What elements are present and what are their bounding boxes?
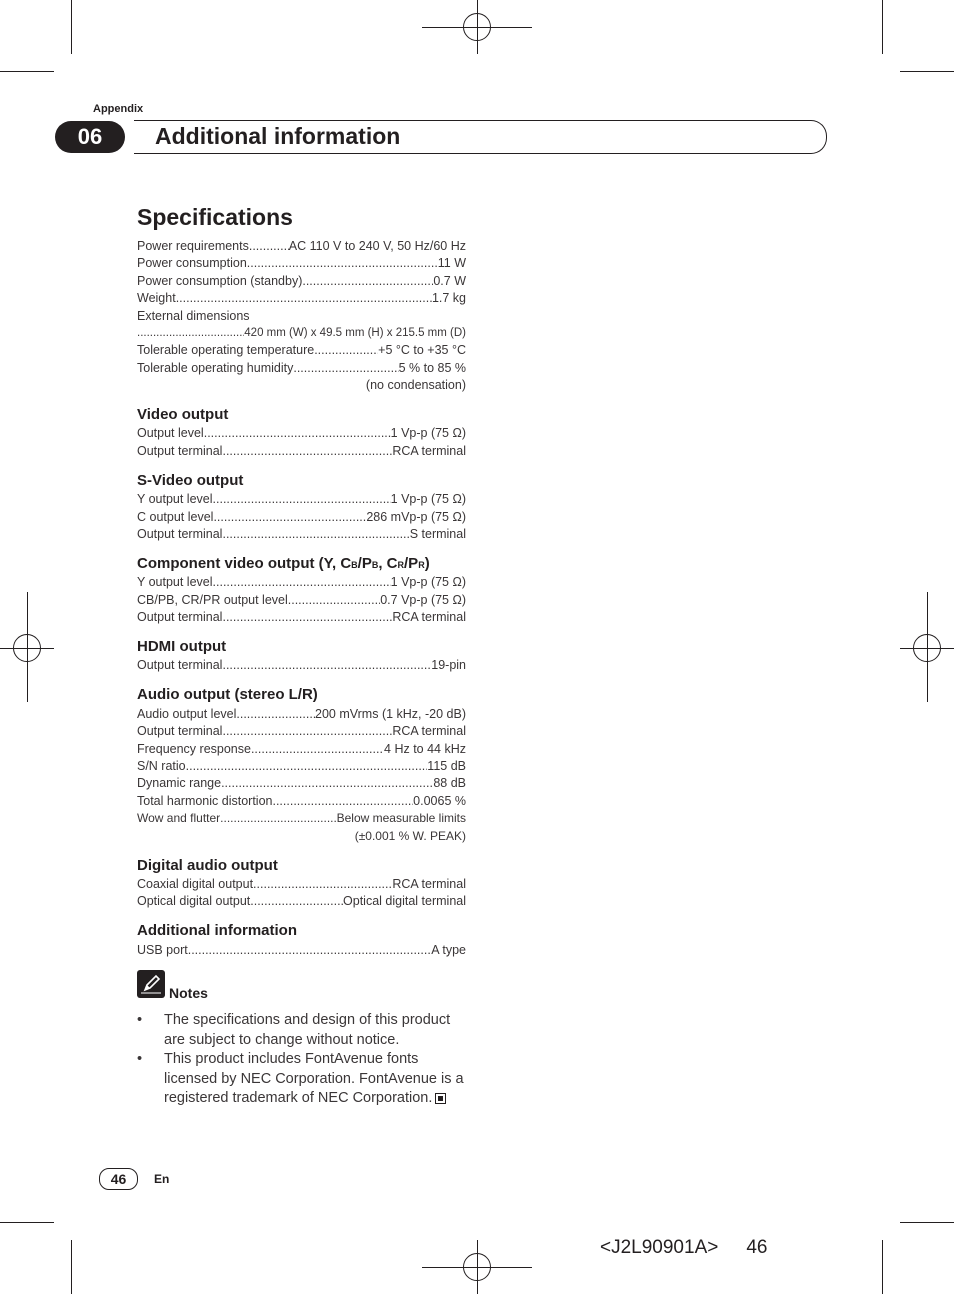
spec-label: Tolerable operating humidity	[137, 361, 294, 375]
spec-value: Optical digital terminal	[343, 894, 466, 908]
spec-value: 11 W	[437, 256, 466, 270]
bullet-icon: •	[137, 1051, 143, 1067]
spec-value: AC 110 V to 240 V, 50 Hz/60 Hz	[288, 239, 466, 253]
spec-label: Output terminal	[137, 610, 223, 624]
spec-value: 1 Vp-p (75 Ω)	[390, 492, 466, 506]
spec-value: 19-pin	[431, 658, 466, 672]
spec-label: Tolerable operating temperature	[137, 343, 315, 357]
spec-row	[137, 326, 466, 341]
notes-label: Notes	[169, 985, 208, 1001]
spec-value: 0.7 W	[433, 274, 466, 288]
spec-row	[137, 426, 466, 441]
spec-label: Total harmonic distortion	[137, 794, 273, 808]
spec-value: RCA terminal	[392, 724, 466, 738]
page-number-badge: 46	[99, 1168, 138, 1190]
spec-value: 1 Vp-p (75 Ω)	[390, 575, 466, 589]
spec-row	[137, 593, 466, 608]
spec-value: 115 dB	[427, 759, 466, 773]
spec-value: 286 mVp-p (75 Ω)	[366, 510, 466, 524]
spec-label: Output terminal	[137, 444, 223, 458]
spec-row	[137, 811, 466, 826]
spec-row	[137, 361, 466, 376]
spec-label: Output terminal	[137, 527, 223, 541]
crop-mark	[71, 0, 72, 54]
spec-label: Audio output level	[137, 707, 237, 721]
section-heading: HDMI output	[137, 638, 227, 655]
spec-row	[137, 291, 466, 306]
spec-row	[137, 658, 466, 673]
spec-value: 420 mm (W) x 49.5 mm (H) x 215.5 mm (D)	[244, 327, 466, 339]
spec-value: 1.7 kg	[431, 291, 466, 305]
spec-value: 0.0065 %	[413, 794, 466, 808]
spec-label: Power consumption (standby)	[137, 274, 303, 288]
spec-row	[137, 776, 466, 791]
spec-row	[137, 274, 466, 289]
spec-row	[137, 510, 466, 525]
spec-value: 4 Hz to 44 kHz	[384, 742, 466, 756]
spec-value: (no condensation)	[365, 378, 466, 392]
document-code: <J2L90901A> 46	[600, 1237, 768, 1258]
spec-value: (±0.001 % W. PEAK)	[354, 829, 466, 843]
spec-label: Optical digital output	[137, 894, 251, 908]
spec-row	[137, 239, 466, 254]
section-heading: Digital audio output	[137, 857, 278, 874]
crop-mark	[477, 0, 478, 54]
spec-row	[137, 707, 466, 722]
appendix-label: Appendix	[93, 103, 144, 115]
spec-value: 1 Vp-p (75 Ω)	[390, 426, 466, 440]
spec-label: Power consumption	[137, 256, 247, 270]
crop-mark	[27, 592, 28, 702]
section-heading: Component video output (Y, CB/PB, CR/PR)	[137, 555, 430, 572]
crop-mark	[900, 1222, 954, 1223]
note-item: The specifications and design of this product are subject to change without notice.	[164, 1012, 451, 1048]
note-item: This product includes FontAvenue fonts licensed by NEC Corporation. FontAvenue is a registered trademark of NEC Corporation.	[164, 1051, 464, 1106]
spec-label: Y output level	[137, 492, 213, 506]
spec-label: C output level	[137, 510, 214, 524]
spec-label: S/N ratio	[137, 759, 186, 773]
spec-row	[137, 724, 466, 739]
spec-value: +5 °C to +35 °C	[378, 343, 466, 357]
spec-row	[137, 943, 466, 958]
page-title: Specifications	[137, 204, 293, 230]
spec-value: Below measurable limits	[336, 811, 466, 825]
spec-label: Dynamic range	[137, 776, 222, 790]
spec-label: Weight	[137, 291, 176, 305]
spec-label: Power requirements	[137, 239, 249, 253]
crop-mark	[0, 1222, 54, 1223]
crop-mark	[422, 1267, 532, 1268]
chapter-number-badge: 06	[55, 121, 125, 153]
spec-value: 0.7 Vp-p (75 Ω)	[380, 593, 466, 607]
crop-mark	[71, 1240, 72, 1294]
spec-row	[137, 829, 466, 844]
spec-row	[137, 759, 466, 774]
crop-mark	[882, 0, 883, 54]
spec-value: RCA terminal	[392, 877, 466, 891]
spec-row	[137, 309, 466, 324]
spec-row	[137, 877, 466, 892]
spec-row	[137, 378, 466, 393]
spec-label: External dimensions	[137, 309, 250, 323]
spec-row	[137, 894, 466, 909]
crop-mark	[900, 71, 954, 72]
spec-row	[137, 575, 466, 590]
spec-value: S terminal	[409, 527, 466, 541]
section-heading: Additional information	[137, 922, 297, 939]
spec-value: A type	[431, 943, 466, 957]
spec-row	[137, 610, 466, 625]
spec-value: RCA terminal	[392, 610, 466, 624]
spec-label: Output terminal	[137, 658, 223, 672]
spec-label: CB/PB, CR/PR output level	[137, 593, 288, 607]
section-heading: Video output	[137, 406, 229, 423]
spec-label: Frequency response	[137, 742, 251, 756]
spec-label: USB port	[137, 943, 188, 957]
spec-value: RCA terminal	[392, 444, 466, 458]
spec-row	[137, 742, 466, 757]
spec-row	[137, 492, 466, 507]
end-of-section-icon	[435, 1093, 446, 1104]
spec-row	[137, 256, 466, 271]
bullet-icon: •	[137, 1012, 143, 1028]
notes-pencil-icon	[137, 970, 165, 998]
spec-value: 88 dB	[433, 776, 466, 790]
chapter-title: Additional information	[155, 123, 401, 149]
spec-label: Output terminal	[137, 724, 223, 738]
spec-value: 5 % to 85 %	[398, 361, 466, 375]
spec-row	[137, 527, 466, 542]
crop-mark	[0, 71, 54, 72]
spec-row	[137, 343, 466, 358]
spec-label: Coaxial digital output	[137, 877, 254, 891]
section-heading: S-Video output	[137, 472, 244, 489]
language-label: En	[154, 1172, 170, 1186]
spec-label: Wow and flutter	[137, 811, 221, 825]
spec-value: 200 mVrms (1 kHz, -20 dB)	[315, 707, 466, 721]
spec-label: Y output level	[137, 575, 213, 589]
crop-mark	[927, 592, 928, 702]
crop-mark	[882, 1240, 883, 1294]
spec-row	[137, 794, 466, 809]
spec-row	[137, 444, 466, 459]
section-heading: Audio output (stereo L/R)	[137, 686, 318, 703]
spec-label: Output level	[137, 426, 204, 440]
